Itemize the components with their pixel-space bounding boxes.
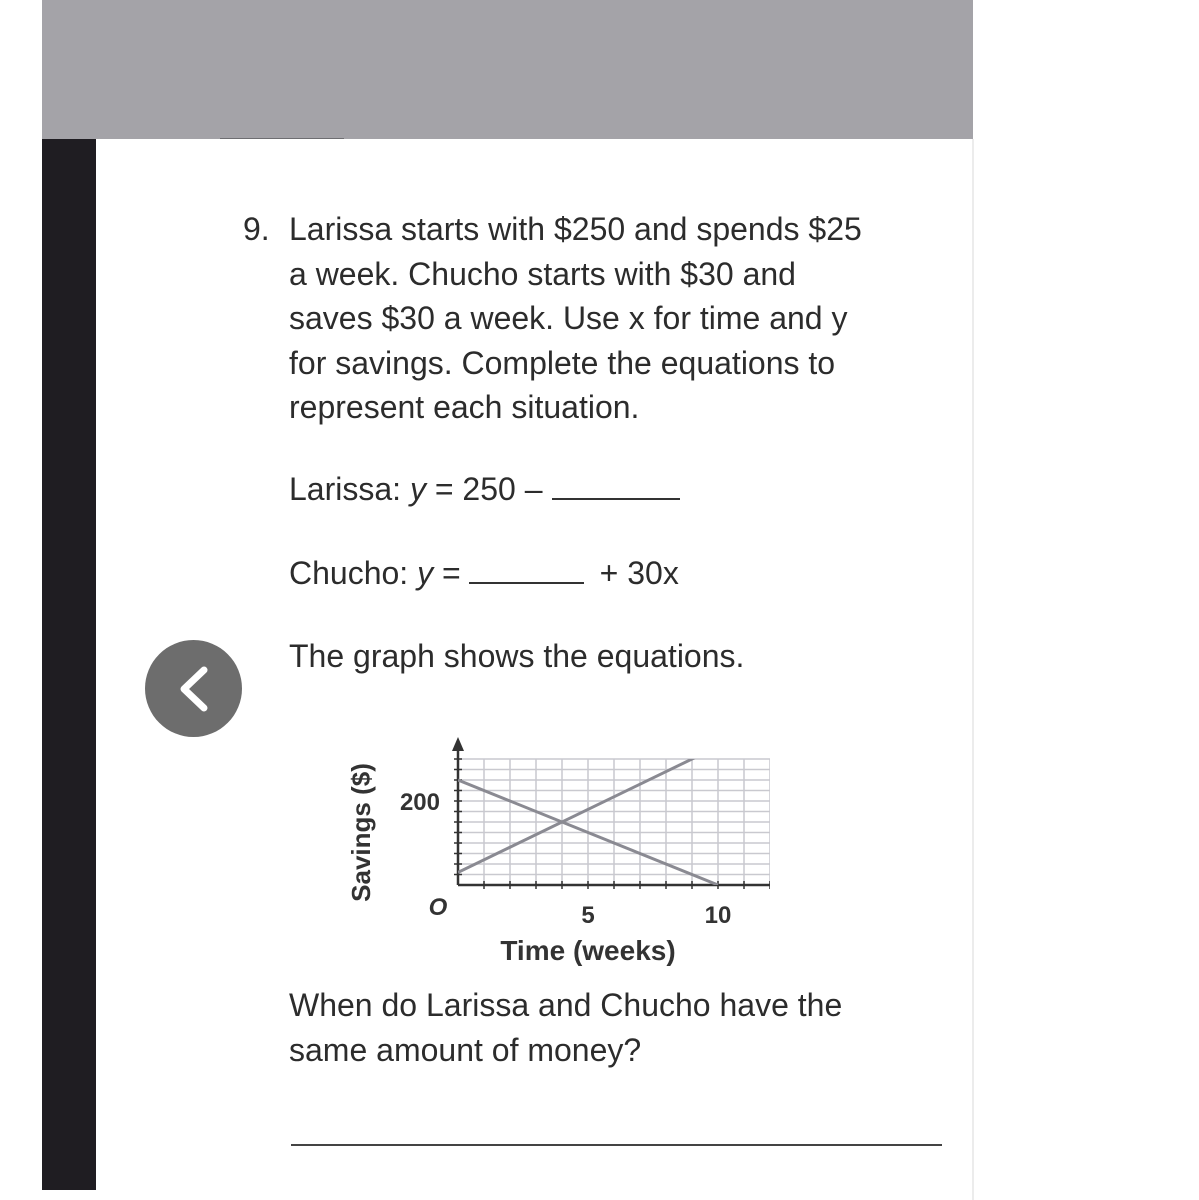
question-line: a week. Chucho starts with $30 and xyxy=(289,255,796,292)
page-edge xyxy=(972,139,974,1200)
larissa-equation xyxy=(289,467,680,512)
origin-label: O xyxy=(428,894,448,921)
question-line: represent each situation. xyxy=(289,389,640,425)
toolbar-divider xyxy=(220,138,344,139)
question-line: saves $30 a week. Use x for time and y xyxy=(289,300,848,336)
y-axis-title: Savings ($) xyxy=(346,763,376,902)
graph-intro-text: The graph shows the equations. xyxy=(289,638,745,674)
left-side-panel xyxy=(42,139,96,1190)
chucho-y-variable: y xyxy=(417,555,434,591)
savings-chart xyxy=(330,680,770,980)
larissa-y-variable: y xyxy=(409,471,426,507)
chevron-left-icon xyxy=(174,664,214,714)
top-toolbar xyxy=(42,0,973,139)
larissa-expression: = 250 – xyxy=(434,471,543,507)
question-text xyxy=(289,207,949,430)
x-axis-title: Time (weeks) xyxy=(500,935,676,966)
larissa-answer-blank[interactable] xyxy=(552,468,680,500)
chucho-equals: = xyxy=(441,555,461,591)
question-number: 9. xyxy=(243,211,270,247)
chart-grid xyxy=(458,759,770,885)
chucho-label: Chucho: xyxy=(289,555,409,591)
chucho-rate-term: + 30x xyxy=(599,555,679,591)
chucho-answer-blank[interactable] xyxy=(469,552,584,584)
question-line: Larissa starts with $250 and spends $25 xyxy=(289,211,862,247)
chart-axes xyxy=(452,737,770,891)
y-tick-label: 200 xyxy=(399,789,440,816)
x-tick-label: 10 xyxy=(704,902,732,929)
question-line: for savings. Complete the equations to xyxy=(289,344,836,381)
back-button[interactable] xyxy=(145,640,242,737)
x-tick-label: 5 xyxy=(581,902,595,929)
final-question: When do Larissa and Chucho have the same amount of money? xyxy=(289,987,843,1068)
answer-line[interactable] xyxy=(291,1144,942,1146)
y-axis-arrow xyxy=(452,737,464,751)
larissa-label: Larissa: xyxy=(289,471,402,507)
chucho-equation xyxy=(289,551,679,596)
